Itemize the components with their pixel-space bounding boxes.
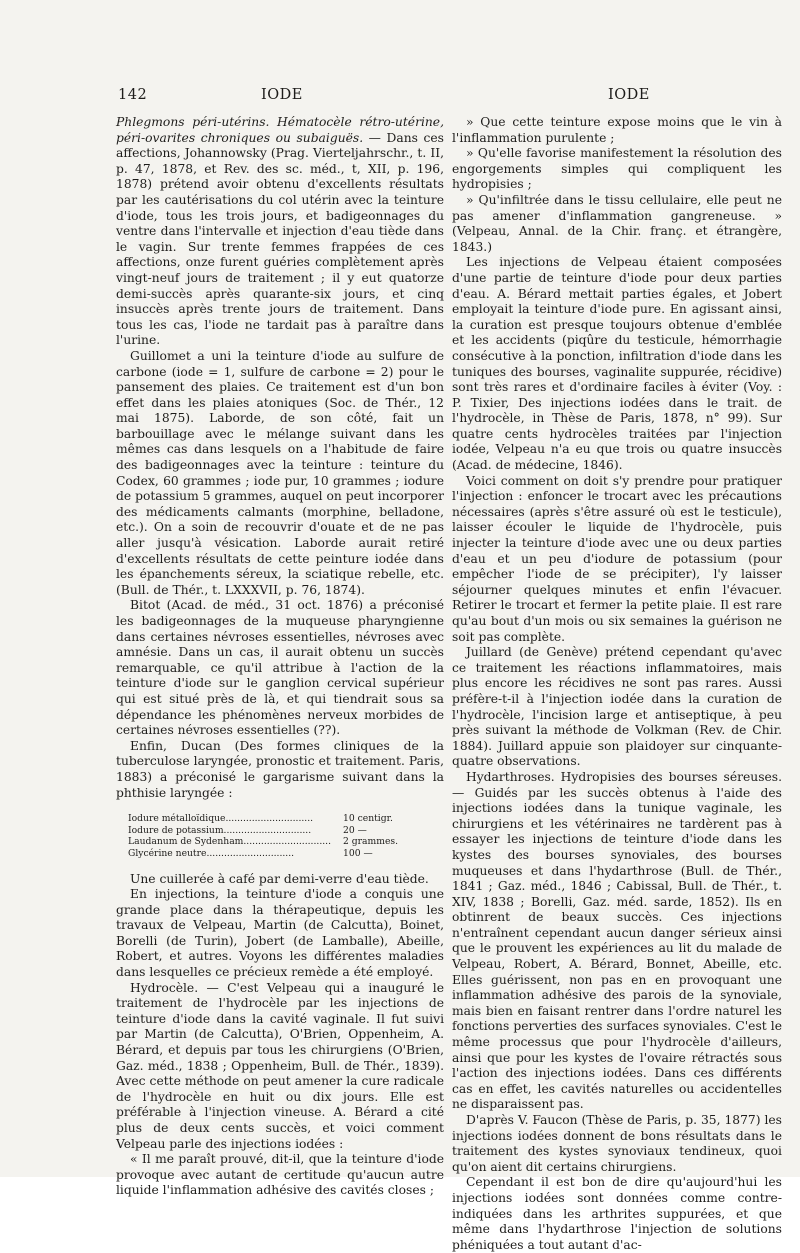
recipe-row bbox=[128, 813, 418, 825]
recipe-row bbox=[128, 836, 418, 848]
paragraph-hydrocele: Hydrocèle. — C'est Velpeau qui a inauguré le traitement de l'hydrocèle par les injections de teinture d'iode dans la cavité vaginale. Il fut suivi par Martin (de Calcutta), O'Brien, Oppenheim, A. Bérard, et depuis par tous les chirurgiens (O'Brien, Gaz. méd., 1838 ; Oppenheim, Bull. de Thér., 1839). Avec cette méthode on peut amener la cure radicale de l'hydrocèle en huit ou dix jours. Elle est préférable à l'injection vineuse. A. Bérard a cité plus de deux cents succès, et voici comment Velpeau parle des injections iodées : bbox=[116, 980, 444, 1151]
recipe-row bbox=[128, 848, 418, 860]
paragraph-velpeau-quote: « Il me paraît prouvé, dit-il, que la teinture d'iode provoque avec autant de certitude qu'aucun autre liquide l'inflammation adhésive des cavités closes ; bbox=[116, 1152, 444, 1198]
paragraph-procedure: Voici comment on doit s'y prendre pour pratiquer l'injection : enfoncer le trocart avec les précautions nécessaires (après s'être assuré où est le testicule), laisser écouler le liquide de l'hydrocèle, puis injecter la teinture d'iode avec une ou deux parties d'eau et un peu d'iodure de potassium (pour empêcher l'iode de se précipiter), l'y laisser séjourner quelques minutes et enfin l'évacuer. Retirer le trocart et fermer la petite plaie. Il est rare qu'au bout d'un mois ou six semaines la guérison ne soit pas complète. bbox=[452, 473, 782, 644]
paragraph-juillard: Juillard (de Genève) prétend cependant qu'avec ce traitement les réactions inflammatoires, mais plus encore les récidives ne sont pas rares. Aussi préfère-t-il à l'injection iodée dans la curation de l'hydrocèle, l'incision large et antiseptique, à peu près suivant la méthode de Volkman (Rev. de Chir. 1884). Juillard appuie son plaidoyer sur cinquante-quatre observations. bbox=[452, 645, 782, 769]
page-number: 142 bbox=[118, 87, 148, 103]
paragraph-velpeau-injections: Les injections de Velpeau étaient composées d'une partie de teinture d'iode pour deux parties d'eau. A. Bérard mettait parties égales, et Jobert employait la teinture d'iode pure. En agissant ainsi, la curation est presque toujours obtenue d'emblée et les accidents (piqûre du testicule, hémorrhagie consécutive à la ponction, infiltration d'iode dans les tuniques des bourses, vaginalite suppurée, récidive) sont très rares et d'ordinaire faciles à éviter (Voy. : P. Tixier, Des injections iodées dans le trait. de l'hydrocèle, in Thèse de Paris, 1878, n° 99). Sur quatre cents hydrocèles traitées par l'injection iodée, Velpeau n'a eu que trois ou quatre insuccès (Acad. de médecine, 1846). bbox=[452, 255, 782, 473]
right-text-column bbox=[452, 115, 782, 1253]
paragraph-hydarthroses: Hydarthroses. Hydropisies des bourses séreuses. — Guidés par les succès obtenus à l'aide des injections iodées dans la tunique vaginale, les chirurgiens et les vétérinaires ne tardèrent pas à essayer les injections de teinture d'iode dans les kystes des bourses synoviales, des bourses muqueuses et dans l'hydarthrose (Bull. de Thér., 1841 ; Gaz. méd., 1846 ; Cabissal, Bull. de Thér., t. XIV, 1838 ; Borelli, Gaz. méd. sarde, 1852). Ils en obtinrent de beaux succès. Ces injections n'entraînent cependant aucun danger sérieux ainsi que le prouvent les expériences au lit du malade de Velpeau, Robert, A. Bérard, Bonnet, Abeille, etc. Elles guérissent, non pas en en provoquant une inflammation adhésive des parois de la synoviale, mais bien en faisant rentrer dans l'ordre naturel les fonctions perverties des surfaces synoviales. C'est le même processus que pour l'hydrocèle d'ailleurs, ainsi que pour les kystes de l'ovaire rétractés sous l'action des injections iodées. Dans ces différents cas en effet, les cavités naturelles ou accidentelles ne disparaissent pas. bbox=[452, 769, 782, 1112]
recipe-quantity: 2 grammes. bbox=[343, 836, 399, 848]
quote-line: » Que cette teinture expose moins que le vin à l'inflammation purulente ; bbox=[452, 115, 782, 145]
left-text-column bbox=[116, 115, 444, 1199]
right-running-title: IODE bbox=[608, 87, 650, 103]
paragraph-contre-indications: Cependant il est bon de dire qu'aujourd'hui les injections iodées sont données comme contre-indiquées dans les arthrites suppurées, et que même dans l'hydarthrose l'injection de solutions phéniquées a tout autant d'ac- bbox=[452, 1175, 782, 1252]
paragraph-bitot: Bitot (Acad. de méd., 31 oct. 1876) a préconisé les badigeonnages de la muqueuse pharyngienne dans certaines névroses essentielles, névroses avec amnésie. Dans un cas, il aurait obtenu un succès remarquable, ce qu'il attribue à l'action de la teinture d'iode sur le ganglion cervical supérieur qui est situé près de là, et qui tiendrait sous sa dépendance les phénomènes nerveux morbides de certaines névroses essentielles (??). bbox=[116, 598, 444, 738]
paragraph-phlegmons bbox=[116, 115, 444, 349]
recipe-ingredient: Laudanum de Sydenham.............................. bbox=[128, 836, 332, 848]
section-heading-phlegmons: Phlegmons péri-utérins. Hématocèle rétro-utérine, péri-ovarites chroniques ou subaiguës. bbox=[116, 115, 444, 145]
gargarisme-recipe-table bbox=[128, 813, 418, 859]
recipe-ingredient: Glycérine neutre.............................. bbox=[128, 847, 295, 859]
paragraph-dosage: Une cuillerée à café par demi-verre d'eau tiède. bbox=[130, 871, 429, 886]
paragraph-injections: En injections, la teinture d'iode a conquis une grande place dans la thérapeutique, depuis les travaux de Velpeau, Martin (de Calcutta), Boinet, Borelli (de Turin), Jobert (de Lamballe), Abeille, Robert, et autres. Voyons les différentes maladies dans lesquelles ce précieux remède a été employé. bbox=[116, 887, 444, 980]
recipe-quantity: 10 centigr. bbox=[343, 813, 393, 825]
quote-line: » Qu'infiltrée dans le tissu cellulaire, elle peut ne pas amener d'inflammation gangreneuse. » (Velpeau, Annal. de la Chir. franç. et étrangère, 1843.) bbox=[452, 192, 782, 254]
recipe-ingredient: Iodure métalloïdique.............................. bbox=[128, 813, 314, 825]
recipe-quantity: 20 — bbox=[343, 824, 367, 836]
recipe-ingredient: Iodure de potassium.............................. bbox=[128, 824, 312, 836]
paragraph-ducan: Enfin, Ducan (Des formes cliniques de la tuberculose laryngée, pronostic et traitement. Paris, 1883) a préconisé le gargarisme suivant dans la phthisie laryngée : bbox=[116, 738, 444, 800]
paragraph-faucon: D'après V. Faucon (Thèse de Paris, p. 35, 1877) les injections iodées donnent de bons résultats dans le traitement des kystes synoviaux tendineux, quoi qu'on aient dit certains chirurgiens. bbox=[452, 1113, 782, 1174]
recipe-row bbox=[128, 825, 418, 837]
paragraph-text: — Dans ces affections, Johannowsky (Prag. Vierteljahrschr., t. II, p. 47, 1878, et Rev. des sc. méd., t, XII, p. 196, 1878) prétend avoir obtenu d'excellents résultats par les cautérisations du col utérin avec la teinture d'iode, tous les trois jours, et badigeonnages du ventre dans l'intervalle et injection d'eau tiède dans le vagin. Sur trente femmes frappées de ces affections, onze furent guéries complètement après vingt-neuf jours de traitement ; il y eut quatorze demi-succès après quarante-six jours, et cinq insuccès après trente jours de traitement. Dans tous les cas, l'iode ne tardait pas à paraître dans l'urine. bbox=[116, 130, 444, 348]
quote-line: » Qu'elle favorise manifestement la résolution des engorgements simples qui compliquent les hydropisies ; bbox=[452, 146, 782, 192]
recipe-quantity: 100 — bbox=[343, 847, 373, 859]
paragraph-guillomet: Guillomet a uni la teinture d'iode au sulfure de carbone (iode = 1, sulfure de carbone = 2) pour le pansement des plaies. Ce traitement est d'un bon effet dans les plaies atoniques (Soc. de Thér., 12 mai 1875). Laborde, de son côté, fait un barbouillage avec le mélange suivant dans les mêmes cas dans lesquels on a l'habitude de faire des badigeonnages avec la teinture : teinture du Codex, 60 grammes ; iode pur, 10 grammes ; iodure de potassium 5 grammes, auquel on peut incorporer des médicaments calmants (morphine, belladone, etc.). On a soin de recouvrir d'ouate et de ne pas aller jusqu'à vésication. Laborde aurait retiré d'excellents résultats de cette peinture iodée dans les épanchements séreux, la sciatique rebelle, etc. (Bull. de Thér., t. LXXXVII, p. 76, 1874). bbox=[116, 348, 444, 597]
left-running-title: IODE bbox=[261, 87, 303, 103]
